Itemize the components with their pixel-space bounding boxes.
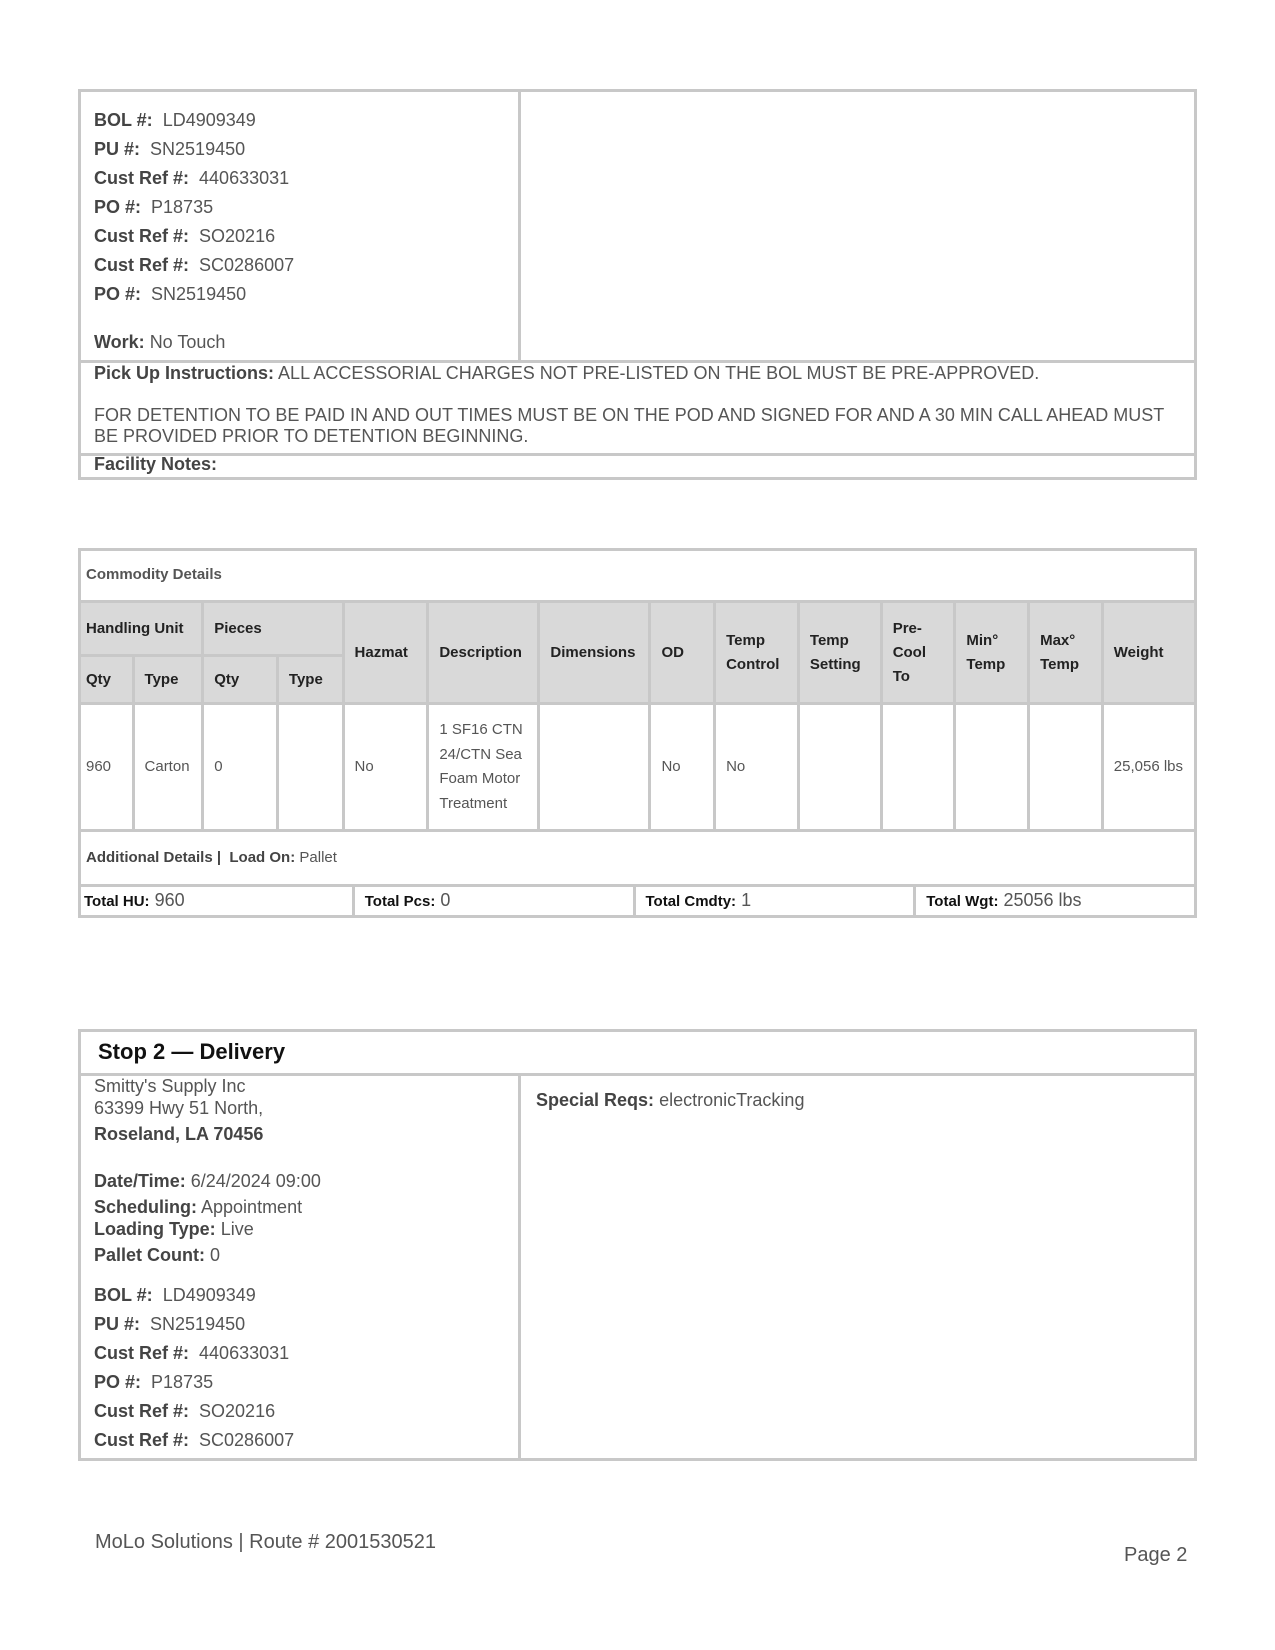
ref-line: Cust Ref #: SC0286007 <box>94 255 295 275</box>
ref-line: BOL #: LD4909349 <box>94 110 256 130</box>
facility-notes: Facility Notes: <box>94 454 218 474</box>
footer-route: MoLo Solutions | Route # 2001530521 <box>95 1531 437 1553</box>
header-max-temp: Max° Temp <box>1029 602 1103 704</box>
cell-temp-control: No <box>715 704 799 831</box>
divider <box>81 453 1194 456</box>
cell-hu-type: Carton <box>133 704 203 831</box>
footer-page-number: Page 2 <box>1124 1544 1188 1566</box>
load-on-label: Load On: <box>229 848 296 866</box>
loading-type-line: Loading Type: Live <box>94 1219 254 1239</box>
cell-hazmat: No <box>343 704 428 831</box>
additional-details-row <box>80 831 1196 886</box>
header-pcs-type: Type <box>277 656 343 704</box>
commodity-table <box>78 548 1197 887</box>
ref-line: Cust Ref #: SC0286007 <box>94 1430 295 1450</box>
cell-pcs-qty: 0 <box>203 704 278 831</box>
header-temp-setting: Temp Setting <box>798 602 881 704</box>
cell-hu-qty: 960 <box>80 704 134 831</box>
total-cmdty: Total Cmdty: 1 <box>636 884 917 918</box>
work-line: Work: No Touch <box>94 332 226 352</box>
ref-line: Cust Ref #: SO20216 <box>94 226 276 246</box>
commodity-title: Commodity Details <box>80 550 1196 602</box>
ref-line: PO #: P18735 <box>94 1372 214 1392</box>
header-min-temp: Min° Temp <box>955 602 1029 704</box>
cell-weight: 25,056 lbs <box>1102 704 1195 831</box>
divider <box>81 1073 1194 1076</box>
scheduling-line: Scheduling: Appointment <box>94 1197 303 1217</box>
divider <box>518 1073 521 1458</box>
ref-line: Cust Ref #: 440633031 <box>94 168 290 188</box>
cell-description: 1 SF16 CTN 24/CTN Sea Foam Motor Treatment <box>428 704 539 831</box>
header-hu-type: Type <box>133 656 203 704</box>
city-state-zip: Roseland, LA 70456 <box>94 1124 264 1144</box>
address: 63399 Hwy 51 North, <box>94 1098 264 1118</box>
total-wgt: Total Wgt: 25056 lbs <box>916 884 1197 918</box>
header-pieces: Pieces <box>203 602 343 656</box>
cell-max-temp <box>1029 704 1103 831</box>
header-temp-control: Temp Control <box>715 602 799 704</box>
pallet-count-line: Pallet Count: 0 <box>94 1245 221 1265</box>
cell-od: No <box>650 704 715 831</box>
header-hazmat: Hazmat <box>343 602 428 704</box>
header-handling-unit: Handling Unit <box>80 602 203 656</box>
special-reqs: Special Reqs: electronicTracking <box>536 1090 805 1110</box>
header-hu-qty: Qty <box>80 656 134 704</box>
additional-details-label: Additional Details | <box>86 848 222 866</box>
table-row <box>80 704 1196 831</box>
ref-line: PU #: SN2519450 <box>94 1314 246 1334</box>
stop2-box <box>78 1029 1197 1461</box>
ref-line: Cust Ref #: SO20216 <box>94 1401 276 1421</box>
header-pcs-qty: Qty <box>203 656 278 704</box>
header-weight: Weight <box>1102 602 1195 704</box>
datetime-line: Date/Time: 6/24/2024 09:00 <box>94 1171 321 1191</box>
divider <box>518 92 521 362</box>
ref-line: PU #: SN2519450 <box>94 139 246 159</box>
stop1-details-box <box>78 89 1197 480</box>
ref-line: PO #: P18735 <box>94 197 214 217</box>
commodity-details <box>78 548 1197 918</box>
total-pcs: Total Pcs: 0 <box>355 884 636 918</box>
header-dimensions: Dimensions <box>539 602 650 704</box>
header-pre-cool: Pre-Cool To <box>881 602 955 704</box>
totals-row <box>78 884 1197 918</box>
total-hu: Total HU: 960 <box>78 884 355 918</box>
cell-pre-cool <box>881 704 955 831</box>
pickup-instructions: Pick Up Instructions: ALL ACCESSORIAL CHARGES NOT PRE-LISTED ON THE BOL MUST BE PRE-APPROVED. FOR DETENTION TO BE PAID IN AND OUT TIMES MUST BE ON THE POD AND SIGNED FOR AND A 30 MIN CALL AHEAD MUST BE PROVIDED PRIOR TO DETENTION BEGINNING. <box>94 363 1164 446</box>
company-name: Smitty's Supply Inc <box>94 1076 246 1096</box>
header-description: Description <box>428 602 539 704</box>
ref-line: PO #: SN2519450 <box>94 284 247 304</box>
load-on-value: Pallet <box>299 848 337 866</box>
ref-line: Cust Ref #: 440633031 <box>94 1343 290 1363</box>
cell-min-temp <box>955 704 1029 831</box>
cell-pcs-type <box>277 704 343 831</box>
ref-line: BOL #: LD4909349 <box>94 1285 256 1305</box>
stop2-title: Stop 2 — Delivery <box>98 1039 286 1064</box>
header-od: OD <box>650 602 715 704</box>
cell-temp-setting <box>798 704 881 831</box>
cell-dimensions <box>539 704 650 831</box>
